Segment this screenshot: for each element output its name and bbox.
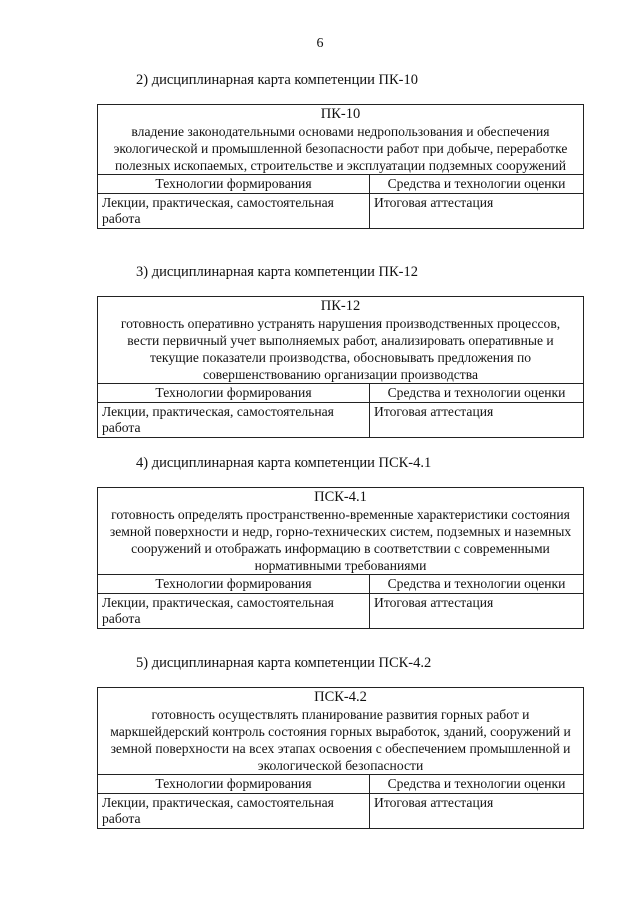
competence-code: ПК-10 [320,106,361,122]
table-header-row [98,774,583,793]
page-number: 6 [316,36,324,51]
section-heading: 2) дисциплинарная карта компетенции ПК-10 [136,72,418,88]
column-header-formation: Технологии формирования [98,175,370,193]
table-row [98,593,583,628]
column-header-formation: Технологии формирования [98,775,370,793]
table-header-row [98,383,583,402]
competence-description: готовность определять пространственно-временные характеристики состояния земной поверхности и недр, горно-технических систем, подземных и наземных сооружений и отображать информацию в соответствии с современными нормативными требованиями [109,507,572,573]
column-header-formation: Технологии формирования [98,384,370,402]
card-header [98,297,583,383]
section-heading: 5) дисциплинарная карта компетенции ПСК-4.2 [136,655,432,671]
formation-value: Лекции, практическая, самостоятельная работа [98,794,370,828]
assessment-value: Итоговая аттестация [374,404,494,419]
section-heading: 3) дисциплинарная карта компетенции ПК-12 [136,264,418,280]
card-header [98,105,583,174]
column-header-assessment: Средства и технологии оценки [387,176,566,191]
column-header-assessment: Средства и технологии оценки [387,576,566,591]
assessment-value: Итоговая аттестация [374,195,494,210]
table-row [98,793,583,828]
table-header-row [98,174,583,193]
formation-value: Лекции, практическая, самостоятельная работа [98,194,370,228]
card-header [98,488,583,574]
competence-card [97,687,584,829]
column-header-assessment: Средства и технологии оценки [387,776,566,791]
section-heading: 4) дисциплинарная карта компетенции ПСК-4.1 [136,455,432,471]
card-header [98,688,583,774]
competence-code: ПК-12 [320,298,361,314]
competence-card [97,296,584,438]
assessment-value: Итоговая аттестация [374,595,494,610]
formation-value: Лекции, практическая, самостоятельная работа [98,403,370,437]
table-row [98,193,583,228]
table-row [98,402,583,437]
competence-card [97,104,584,229]
formation-value: Лекции, практическая, самостоятельная работа [98,594,370,628]
competence-description: владение законодательными основами недропользования и обеспечения экологической и промышленной безопасности работ при добыче, переработке полезных ископаемых, строительстве и эксплуатации подземных сооружений [113,124,568,173]
column-header-formation: Технологии формирования [98,575,370,593]
column-header-assessment: Средства и технологии оценки [387,385,566,400]
competence-code: ПСК-4.1 [314,489,367,505]
competence-card [97,487,584,629]
competence-description: готовность оперативно устранять нарушения производственных процессов, вести первичный учет выполняемых работ, анализировать оперативные и текущие показатели производства, обосновывать предложения по совершенствованию организации производства [120,316,561,382]
competence-description: готовность осуществлять планирование развития горных работ и маркшейдерский контроль состояния горных выработок, зданий, сооружений и земной поверхности на всех этапах освоения с обеспечением промышленной и экологической безопасности [110,707,571,773]
competence-code: ПСК-4.2 [314,689,367,705]
table-header-row [98,574,583,593]
assessment-value: Итоговая аттестация [374,795,494,810]
